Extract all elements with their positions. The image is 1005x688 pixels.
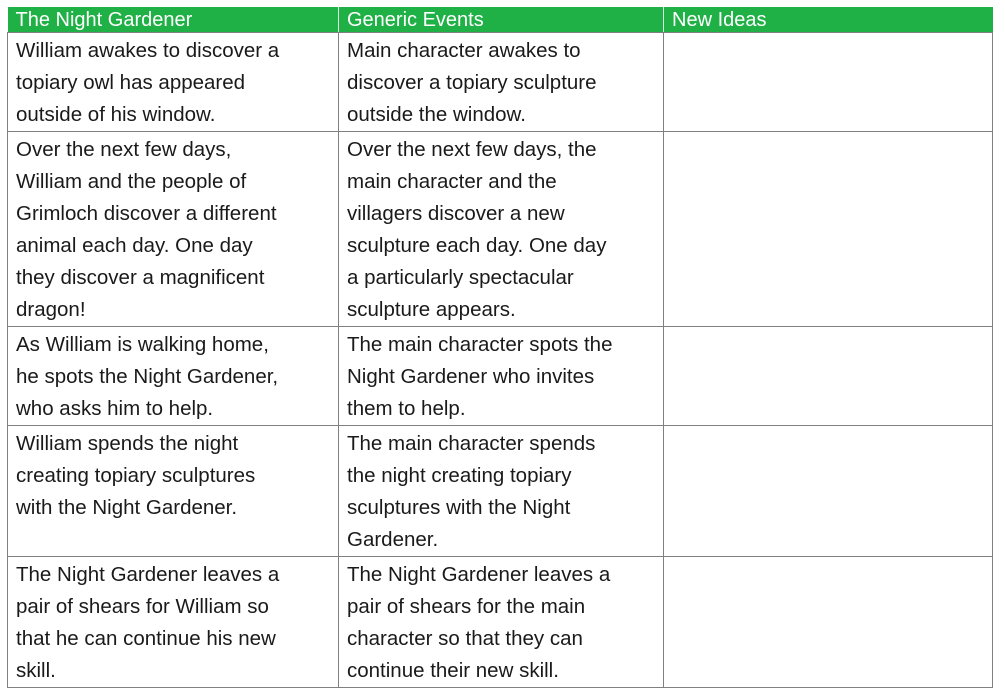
generic-events-cell: Over the next few days, the main character and the villagers discover a new sculpture each day. One day a particularly spectacular sculpture appears. (339, 132, 664, 327)
table-header-row (8, 7, 993, 33)
column-header-generic-events: Generic Events (339, 7, 664, 33)
new-ideas-cell[interactable] (664, 327, 993, 426)
new-ideas-cell[interactable] (664, 557, 993, 688)
table-row (8, 132, 993, 327)
night-gardener-cell: As William is walking home, he spots the Night Gardener, who asks him to help. (8, 327, 339, 426)
table-row (8, 327, 993, 426)
table-row (8, 426, 993, 557)
generic-events-cell: Main character awakes to discover a topiary sculpture outside the window. (339, 33, 664, 132)
night-gardener-cell: William awakes to discover a topiary owl has appeared outside of his window. (8, 33, 339, 132)
column-header-new-ideas: New Ideas (664, 7, 993, 33)
table-row (8, 33, 993, 132)
story-comparison-table (7, 7, 993, 688)
night-gardener-cell: Over the next few days, William and the people of Grimloch discover a different animal each day. One day they discover a magnificent dragon! (8, 132, 339, 327)
generic-events-cell: The main character spends the night creating topiary sculptures with the Night Gardener. (339, 426, 664, 557)
night-gardener-cell: The Night Gardener leaves a pair of shears for William so that he can continue his new skill. (8, 557, 339, 688)
generic-events-cell: The main character spots the Night Gardener who invites them to help. (339, 327, 664, 426)
new-ideas-cell[interactable] (664, 426, 993, 557)
generic-events-cell: The Night Gardener leaves a pair of shears for the main character so that they can continue their new skill. (339, 557, 664, 688)
table-row (8, 557, 993, 688)
new-ideas-cell[interactable] (664, 33, 993, 132)
column-header-night-gardener: The Night Gardener (8, 7, 339, 33)
new-ideas-cell[interactable] (664, 132, 993, 327)
night-gardener-cell: William spends the night creating topiary sculptures with the Night Gardener. (8, 426, 339, 557)
